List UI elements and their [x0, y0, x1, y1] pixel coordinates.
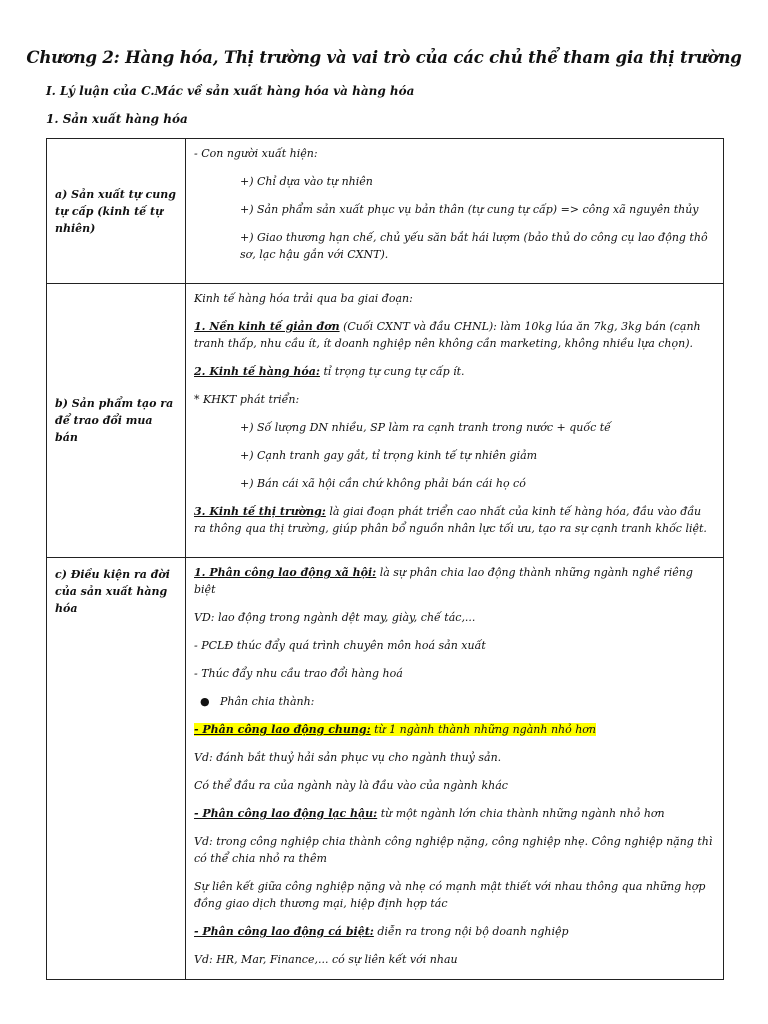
row-c-line: Sự liên kết giữa công nghiệp nặng và nhẹ có mạnh mật thiết với nhau thông qua những hợp đồng giao dịch thương mại, hiệp định hợp tác [194, 880, 706, 910]
document-title: Chương 2: Hàng hóa, Thị trường và vai trò của các chủ thể tham gia thị trường [26, 48, 742, 67]
row-c-label-cell [47, 558, 186, 980]
row-b-label: b) Sản phẩm tạo ra để trao đổi mua bán [55, 397, 174, 444]
row-a-line: +) Sản phẩm sản xuất phục vụ bản thân (tự cung tự cấp) => công xã nguyên thủy [240, 203, 699, 216]
content-table [46, 138, 724, 980]
row-c-line: Vd: đánh bắt thuỷ hải sản phục vụ cho ngành thuỷ sản. [194, 751, 502, 764]
stage-1-title: 1. Nền kinh tế giản đơn [194, 320, 340, 333]
backward-division-title: - Phân công lao động lạc hậu: [194, 807, 378, 820]
row-c-line: - Phân công lao động lạc hậu: từ một ngành lớn chia thành những ngành nhỏ hơn [194, 807, 665, 820]
row-b-line: * KHKT phát triển: [194, 393, 300, 406]
section-heading: I. Lý luận của C.Mác về sản xuất hàng hóa và hàng hóa [46, 84, 415, 98]
row-c-content-cell [186, 558, 724, 980]
row-c-label: c) Điều kiện ra đời của sản xuất hàng hóa [55, 568, 170, 615]
row-b-content-cell [186, 284, 724, 558]
condition-1-title: 1. Phân công lao động xã hội: [194, 566, 377, 579]
subsection-heading: 1. Sản xuất hàng hóa [46, 112, 188, 126]
row-c-line: 1. Phân công lao động xã hội: là sự phân chia lao động thành những ngành nghề riêng biệt [194, 566, 693, 596]
row-a-line: +) Chỉ dựa vào tự nhiên [240, 175, 373, 188]
table-row-b [47, 284, 724, 558]
stage-3-title: 3. Kinh tế thị trường: [194, 505, 326, 518]
row-b-line: 1. Nền kinh tế giản đơn (Cuối CXNT và đầu CHNL): làm 10kg lúa ăn 7kg, 3kg bán (cạnh tranh thấp, nhu cầu ít, ít doanh nghiệp nên không cần marketing, không nhiều lựa chọn). [194, 320, 701, 350]
row-b-line: 2. Kinh tế hàng hóa: tỉ trọng tự cung tự cấp ít. [194, 365, 465, 378]
row-b-line: Kinh tế hàng hóa trải qua ba giai đoạn: [194, 292, 413, 305]
stage-2-title: 2. Kinh tế hàng hóa: [194, 365, 320, 378]
row-a-label-cell [47, 139, 186, 284]
row-a-content-cell [186, 139, 724, 284]
general-division-title: - Phân công lao động chung: [194, 723, 371, 736]
row-c-line: - Thúc đẩy nhu cầu trao đổi hàng hoá [194, 667, 403, 680]
row-a-label: a) Sản xuất tự cung tự cấp (kinh tế tự nhiên) [55, 187, 176, 235]
row-b-line: +) Số lượng DN nhiều, SP làm ra cạnh tranh trong nước + quốc tế [240, 421, 611, 434]
row-c-line: - Phân công lao động cá biệt: diễn ra trong nội bộ doanh nghiệp [194, 925, 569, 938]
row-c-line: Có thể đầu ra của ngành này là đầu vào của ngành khác [194, 779, 508, 792]
individual-division-title: - Phân công lao động cá biệt: [194, 925, 374, 938]
row-b-line: 3. Kinh tế thị trường: là giai đoạn phát triển cao nhất của kinh tế hàng hóa, đầu vào đầu ra thông qua thị trường, giúp phân bổ nguồn nhân lực tối ưu, tạo ra sự cạnh tranh khốc liệt. [194, 505, 707, 535]
row-c-line: VD: lao động trong ngành dệt may, giày, chế tác,... [194, 611, 476, 624]
row-c-line: Vd: HR, Mar, Finance,... có sự liên kết với nhau [194, 953, 458, 966]
row-a-line: +) Giao thương hạn chế, chủ yếu săn bắt hái lượm (bảo thủ do công cụ lao động thô sơ, lạc hậu gắn với CXNT). [240, 231, 708, 261]
bullet-icon: ● [200, 695, 210, 708]
row-c-line: - Phân công lao động chung: từ 1 ngành thành những ngành nhỏ hơn [194, 723, 597, 736]
row-b-line: +) Bán cái xã hội cần chứ không phải bán cái họ có [240, 477, 526, 490]
row-b-line: +) Cạnh tranh gay gắt, tỉ trọng kinh tế tự nhiên giảm [240, 449, 538, 462]
row-c-bullet-line: ● Phân chia thành: [200, 695, 315, 708]
row-c-line: Vd: trong công nghiệp chia thành công nghiệp nặng, công nghiệp nhẹ. Công nghiệp nặng thì có thể chia nhỏ ra thêm [194, 835, 713, 865]
row-b-label-cell [47, 284, 186, 558]
row-c-line: - PCLĐ thúc đẩy quá trình chuyên môn hoá sản xuất [194, 639, 486, 652]
table-row-a [47, 139, 724, 284]
row-a-line: - Con người xuất hiện: [194, 147, 318, 160]
table-row-c [47, 558, 724, 980]
